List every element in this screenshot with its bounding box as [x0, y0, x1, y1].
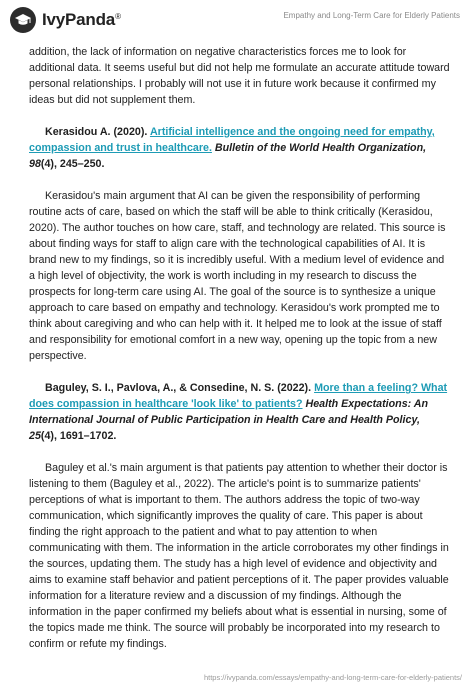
reference-details: (4), 245–250.: [40, 158, 105, 170]
paragraph: addition, the lack of information on negative characteristics forces me to look for additional data. It seems useful but did not help me formulate an accurate attitude toward personal relationships. I probably will not use it in future work because it confirmed my ideas but did not supplement them.: [29, 46, 450, 106]
paragraph: Kerasidou's main argument that AI can be given the responsibility of performing routine acts of care, based on which the staff will be able to think critically (Kerasidou, 2020). The author touches on how care, staff, and technology are related. This source is about finding ways for staff to align care with the technological capabilities of AI. It is brand new to my findings, so it is incredibly useful. With a medium level of evidence and a high level of objectivity, the work is worth including in my research to discuss the prospects for long-term care using AI. The goal of the source is to synthesize a unique approach to care based on empathy and technology. Kerasidou's work prompted me to think about caregiving and who can help with it. It helped me to look at the issue of staff and responsibility for emotional comfort in a new way, opening up the topic from a new perspective.: [29, 190, 446, 362]
paragraph: Baguley et al.'s main argument is that patients pay attention to whether their doctor is listening to them (Baguley et al., 2022). The article's point is to summarize patients' perceptions of what is important to them. The authors address the topic of two-way communication, which significantly improves the quality of care. This paper is about finding the right approach to the patient and what to pay attention to when communicating with them. The information in the article corroborates my other findings in the sources, updating them. The study has a high level of evidence and objectivity and aims to examine staff behavior and patient perceptions of it. The paper provides valuable information for a literature review and a discussion of my findings. Although the information in the paper confirmed my beliefs about what is essential in nursing, some of the topics made me think. The source will probably be incorporated into my research to confirm or refute my findings.: [29, 462, 449, 650]
ivypanda-logo[interactable]: [10, 7, 121, 33]
reference-entry: [29, 380, 450, 444]
reference-authors: Kerasidou A. (2020).: [45, 126, 150, 138]
document-title: Empathy and Long-Term Care for Elderly Patients: [283, 11, 460, 20]
reference-link[interactable]: More than a feeling? What does compassion in healthcare 'look like' to patients?: [29, 382, 448, 410]
reference-entry: [29, 124, 450, 172]
reference-details: (4), 1691–1702.: [40, 430, 117, 442]
reference-authors: Baguley, S. I., Pavlova, A., & Consedine, N. S. (2022).: [45, 382, 315, 394]
essay-content: [29, 44, 450, 668]
reference-link[interactable]: Artificial intelligence and the ongoing need for empathy, compassion and trust in healthcare.: [29, 126, 435, 154]
graduation-cap-icon: [10, 7, 36, 33]
logo-text: IvyPanda®: [42, 10, 121, 29]
reference-journal: Bulletin of the World Health Organization, 98: [29, 142, 427, 170]
page-url[interactable]: https://ivypanda.com/essays/empathy-and-long-term-care-for-elderly-patients/: [203, 673, 462, 682]
reference-journal: Health Expectations: An International Journal of Public Participation in Health Care and Health Policy, 25: [29, 398, 429, 442]
